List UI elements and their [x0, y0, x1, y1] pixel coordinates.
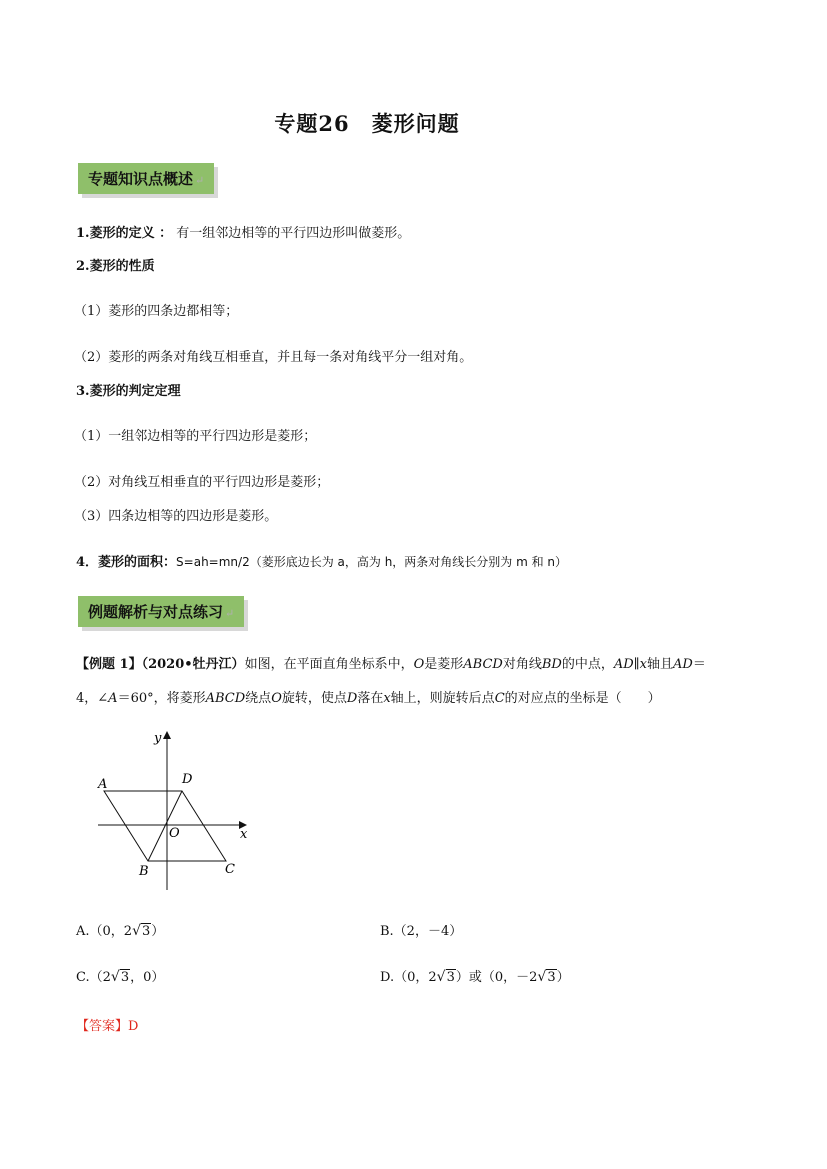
criteria-item-1: （1）一组邻边相等的平行四边形是菱形； [74, 429, 317, 444]
sqrt-symbol: √3 [537, 969, 556, 985]
option-c[interactable] [76, 966, 164, 985]
page-title: 专题26 菱形问题 [274, 111, 460, 136]
sqrt-symbol: √3 [132, 923, 151, 939]
option-d[interactable] [380, 966, 570, 985]
section-banner-knowledge [78, 163, 214, 194]
label-c: C [225, 862, 235, 877]
math-var: O [271, 691, 282, 706]
return-mark-icon: ↵ [225, 607, 235, 620]
property-item-2: （2）菱形的两条对角线互相垂直，并且每一条对角线平分一组对角。 [74, 350, 473, 365]
example-line-2 [76, 687, 661, 706]
criteria-item-2: （2）对角线互相垂直的平行四边形是菱形； [74, 475, 330, 490]
area-text: S=ah=mn/2（菱形底边长为 a，高为 h，两条对角线长分别为 m 和 n） [176, 555, 568, 569]
answer-label: 【答案】 [76, 1019, 129, 1034]
option-text: C.（2 [76, 970, 111, 985]
answer-value: D [128, 1019, 139, 1034]
option-text: D.（0，2 [380, 970, 437, 985]
text-run: 4，∠ [76, 691, 109, 706]
property-item-1: （1）菱形的四条边都相等； [74, 304, 239, 319]
label-d: D [182, 772, 193, 787]
math-var: BD [541, 657, 562, 672]
label-y: y [154, 731, 162, 746]
properties-heading: 2.菱形的性质 [76, 259, 155, 274]
radicand: 3 [120, 970, 130, 985]
option-text: ） [556, 970, 570, 985]
math-var: AD∥x [613, 657, 647, 672]
sqrt-symbol: √3 [110, 969, 130, 985]
radicand: 3 [547, 970, 556, 985]
label-x: x [240, 827, 248, 842]
example-line-1 [76, 653, 706, 672]
text-run: 轴上，则旋转后点 [390, 691, 495, 706]
radicand: 3 [142, 924, 151, 939]
text-run: 如图，在平面直角坐标系中， [244, 657, 414, 672]
sqrt-symbol: √3 [436, 969, 455, 985]
math-var: x [383, 691, 391, 706]
option-b[interactable] [380, 920, 462, 939]
answer-line [76, 1015, 138, 1034]
definition-sep: ： [154, 226, 173, 241]
criteria-item-3: （3）四条边相等的四边形是菱形。 [74, 509, 278, 524]
text-run: 的中点， [561, 657, 614, 672]
math-var: AD [673, 657, 693, 672]
text-run: 绕点 [245, 691, 272, 706]
text-run: 是菱形 [424, 657, 464, 672]
option-text: ）或（0，－2 [455, 970, 538, 985]
definition-label: 1.菱形的定义 [76, 226, 155, 241]
text-run: 落在 [357, 691, 384, 706]
example-tag: 【例题 1】（2020•牡丹江） [76, 657, 245, 672]
criteria-heading: 3.菱形的判定定理 [76, 384, 181, 399]
rhombus-figure [90, 725, 260, 895]
banner-text: 例题解析与对点练习 [88, 603, 224, 621]
option-text: A.（0，2 [76, 924, 133, 939]
math-var: D [346, 691, 358, 706]
section-banner-examples [78, 596, 244, 627]
text-run: ＝ [692, 657, 706, 672]
math-var: ABCD [205, 691, 246, 706]
math-var: A [108, 691, 118, 706]
text-run: 轴且 [647, 657, 674, 672]
text-run: 对角线 [502, 657, 542, 672]
text-run: 旋转，使点 [281, 691, 347, 706]
label-a: A [98, 777, 108, 792]
definition-paragraph [76, 222, 410, 241]
option-text: B.（2，－4） [380, 924, 463, 939]
return-mark-icon: ↵ [195, 174, 205, 187]
label-b: B [139, 864, 149, 879]
math-var: C [494, 691, 505, 706]
banner-text: 专题知识点概述 [88, 170, 194, 188]
text-run: ＝60°，将菱形 [117, 691, 206, 706]
label-o: O [169, 826, 180, 841]
option-a[interactable] [76, 920, 164, 939]
definition-text: 有一组邻边相等的平行四边形叫做菱形。 [176, 226, 411, 241]
math-var: ABCD [463, 657, 503, 672]
text-run: 的对应点的坐标是（ ） [504, 691, 661, 706]
radicand: 3 [446, 970, 455, 985]
math-var: O [413, 657, 425, 672]
option-text: ，0） [130, 970, 165, 985]
area-paragraph [76, 551, 567, 570]
area-label: 4．菱形的面积： [76, 555, 177, 570]
option-text: ） [151, 924, 165, 939]
